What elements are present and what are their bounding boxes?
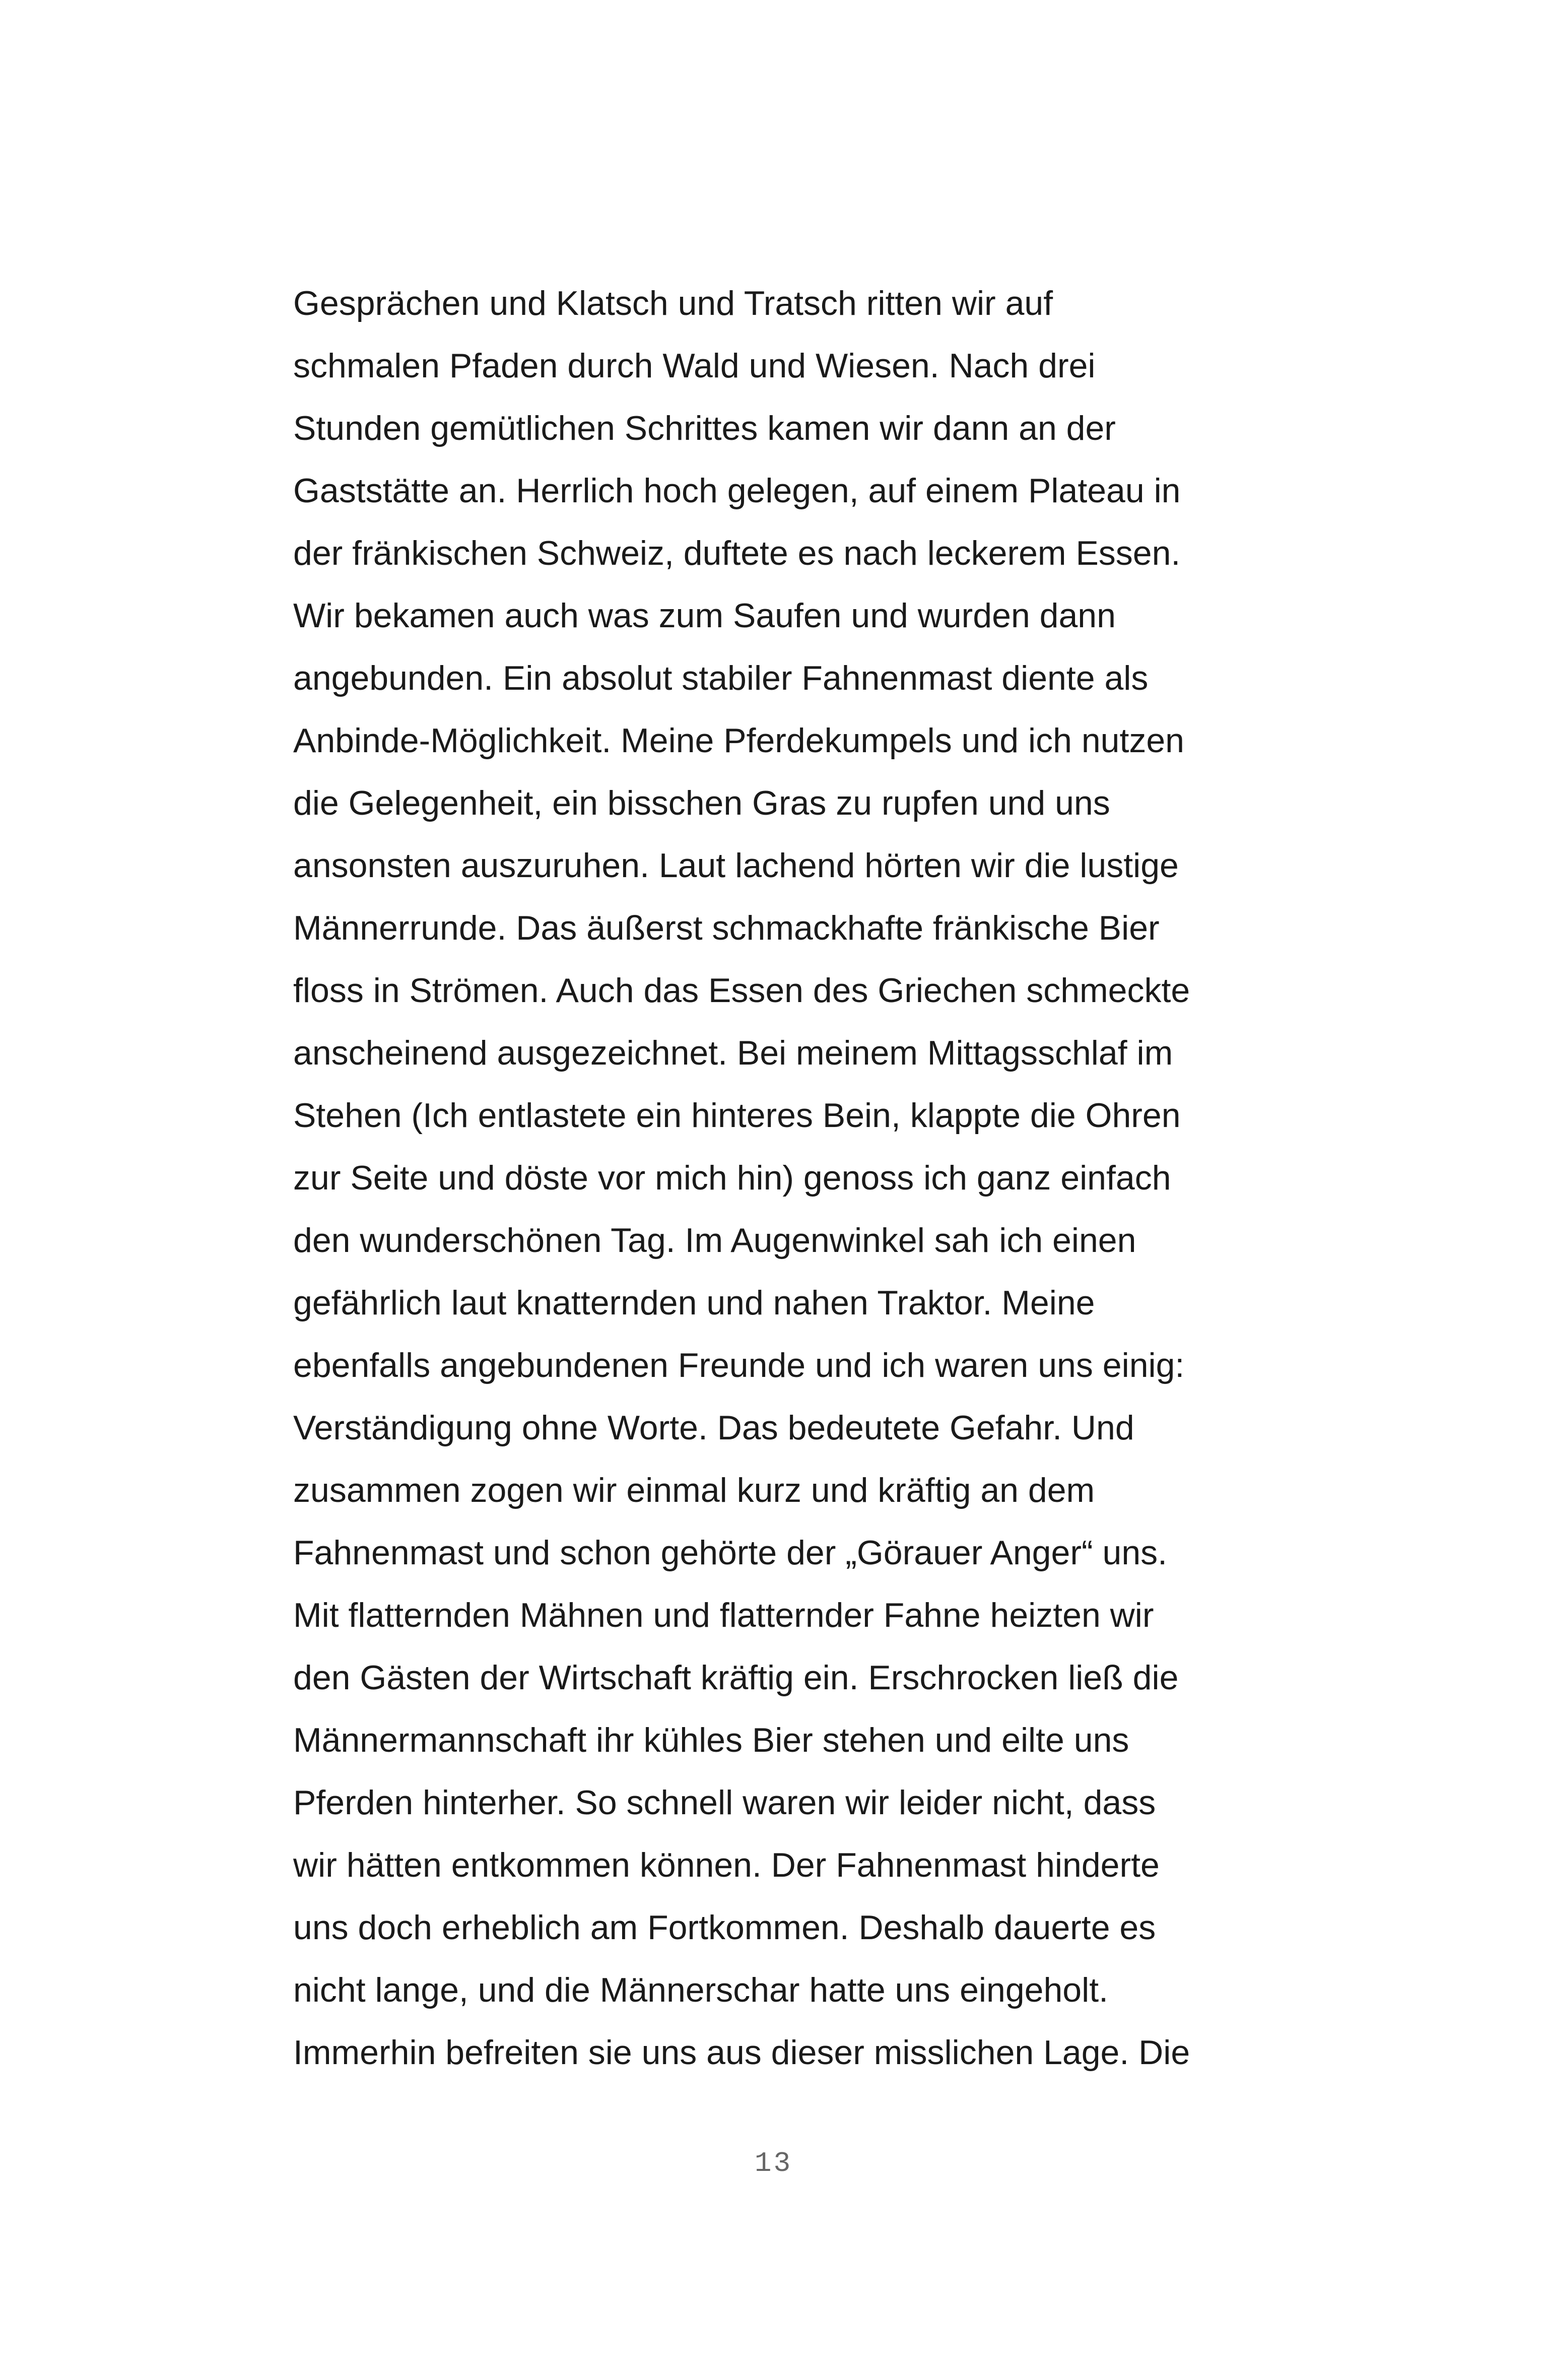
text-line: Gaststätte an. Herrlich hoch gelegen, auf einem Plateau in	[293, 472, 1181, 510]
body-text	[293, 272, 1291, 2084]
text-line: Stehen (Ich entlastete ein hinteres Bein, klappte die Ohren	[293, 1096, 1181, 1135]
text-line: uns doch erheblich am Fortkommen. Deshalb dauerte es	[293, 1908, 1156, 1947]
text-line: zur Seite und döste vor mich hin) genoss ich ganz einfach	[293, 1159, 1171, 1197]
text-line: angebunden. Ein absolut stabiler Fahnenmast diente als	[293, 659, 1149, 697]
text-line: floss in Strömen. Auch das Essen des Griechen schmeckte	[293, 971, 1190, 1010]
text-line: den Gästen der Wirtschaft kräftig ein. Erschrocken ließ die	[293, 1659, 1179, 1697]
text-line: Männerrunde. Das äußerst schmackhafte fränkische Bier	[293, 909, 1160, 947]
text-line: den wunderschönen Tag. Im Augenwinkel sah ich einen	[293, 1221, 1136, 1260]
text-line: der fränkischen Schweiz, duftete es nach leckerem Essen.	[293, 534, 1181, 572]
text-line: zusammen zogen wir einmal kurz und kräftig an dem	[293, 1471, 1095, 1509]
text-line: ansonsten auszuruhen. Laut lachend hörten wir die lustige	[293, 846, 1179, 885]
text-line: Verständigung ohne Worte. Das bedeutete Gefahr. Und	[293, 1409, 1134, 1447]
page-number: 13	[754, 2147, 793, 2179]
text-line: Männermannschaft ihr kühles Bier stehen und eilte uns	[293, 1721, 1129, 1759]
text-line: Immerhin befreiten sie uns aus dieser misslichen Lage. Die	[293, 2033, 1190, 2072]
text-line: Stunden gemütlichen Schrittes kamen wir dann an der	[293, 409, 1116, 447]
text-line: gefährlich laut knatternden und nahen Traktor. Meine	[293, 1284, 1095, 1322]
text-line: wir hätten entkommen können. Der Fahnenmast hinderte	[293, 1846, 1160, 1884]
text-line: Pferden hinterher. So schnell waren wir leider nicht, dass	[293, 1783, 1156, 1822]
text-line: nicht lange, und die Männerschar hatte uns eingeholt.	[293, 1971, 1108, 2009]
text-line: ebenfalls angebundenen Freunde und ich waren uns einig:	[293, 1346, 1185, 1384]
text-line: Mit flatternden Mähnen und flatternder Fahne heizten wir	[293, 1596, 1154, 1634]
text-line: Gesprächen und Klatsch und Tratsch ritten wir auf	[293, 284, 1053, 322]
text-line: anscheinend ausgezeichnet. Bei meinem Mittagsschlaf im	[293, 1034, 1173, 1072]
text-line: Fahnenmast und schon gehörte der „Görauer Anger“ uns.	[293, 1534, 1168, 1572]
text-line: Anbinde-Möglichkeit. Meine Pferdekumpels und ich nutzen	[293, 721, 1184, 760]
text-line: schmalen Pfaden durch Wald und Wiesen. Nach drei	[293, 347, 1096, 385]
text-line: Wir bekamen auch was zum Saufen und wurden dann	[293, 597, 1116, 635]
text-line: die Gelegenheit, ein bisschen Gras zu rupfen und uns	[293, 784, 1110, 822]
